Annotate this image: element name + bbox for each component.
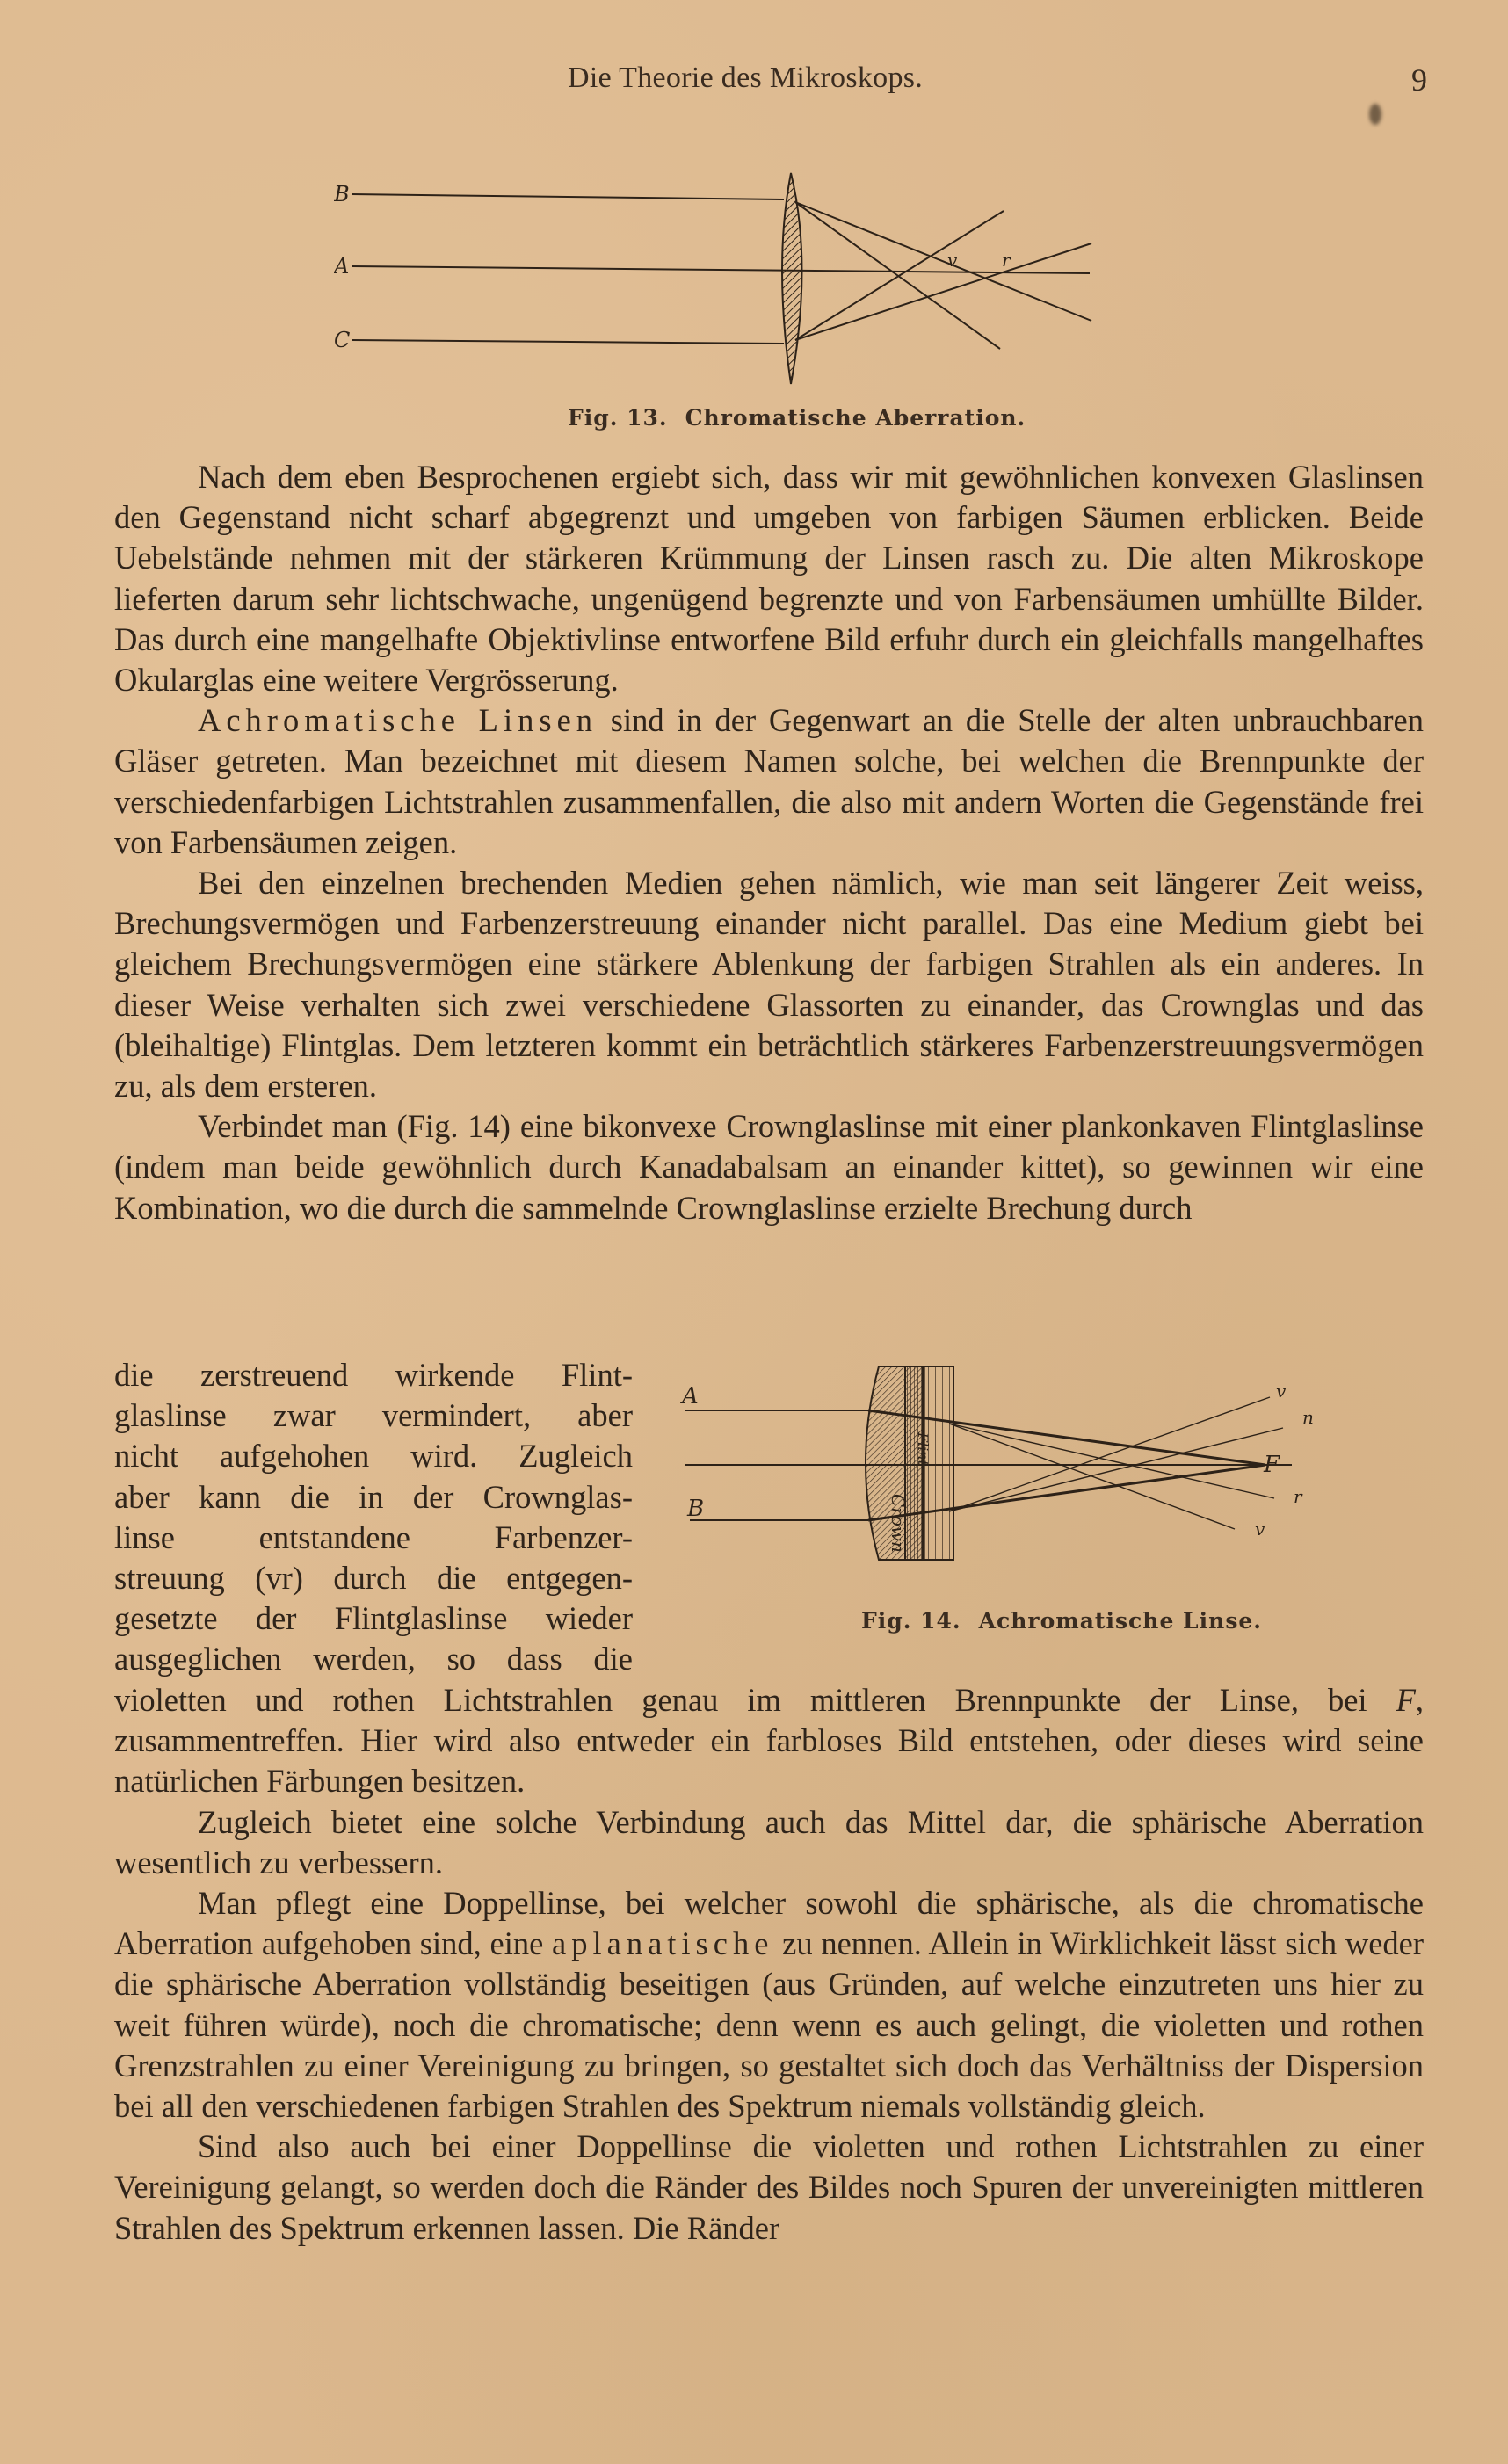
text-beside-figure-14 [114,1355,633,1680]
figure-13-number: Fig. 13. [568,405,668,431]
running-head: Die Theorie des Mikroskops. [568,62,924,94]
paragraph-4-intro: Verbindet man (Fig. 14) eine bikonvexe Crownglaslinse mit einer plankonkaven Flintglaslinse (indem man beide gewöhnlich durch Kanadabalsam an einander kittet), so gewinnen wir eine Kombination, wo die durch die sammelnde Crownglaslinse erzielte Brechung durch [114,1108,1424,1226]
label-a: A [682,1383,699,1410]
wrap-line: die zerstreuend wirkende Flint- [114,1357,633,1393]
label-r: r [1002,250,1011,271]
wrap-line: nicht aufgehohen wird. Zugleich [114,1438,633,1475]
term-achromatische-linsen: Achromatische Linsen [198,702,598,739]
figure-14-achromatic-lens-diagram [668,1366,1424,1586]
paragraph-4-continued: violetten und rothen Lichtstrahlen genau im mittleren Brennpunkte der Linse, bei F, zusammentreffen. Hier wird also entweder ein farbloses Bild entstehen, oder dieses wird seine natürlichen Färbungen besitzen. [114,1682,1424,1800]
figure-14-number: Fig. 14. [861,1608,961,1634]
page-number: 9 [1411,62,1427,98]
wrap-line: gesetzte der Flintglaslinse wieder [114,1600,633,1637]
figure-13-chromatic-aberration-diagram [334,163,1222,400]
figure-14-title: Achromatische Linse. [978,1608,1262,1634]
body-text-top [114,457,1424,1228]
label-f: F [1264,1452,1280,1478]
label-n: n [1302,1407,1314,1428]
label-a: A [334,254,350,279]
paragraph-7: Sind also auch bei einer Doppellinse die violetten und rothen Lichtstrahlen zu einer Vereinigung gelangt, so werden doch die Ränder des Bildes noch Spuren der unvereinigten mittleren Strahlen des Spektrum erkennen lassen. Die Ränder [114,2128,1424,2246]
ink-smudge [1369,104,1381,125]
label-b: B [687,1496,705,1522]
paragraph-6: Man pflegt eine Doppellinse, bei welcher sowohl die sphärische, als die chromatische Aberration aufgehoben sind, eine aplanatische zu nennen. Allein in Wirklichkeit lässt sich weder die sphärische Aberration vollständig beseitigen (aus Gründen, auf welche einzutreten uns hier zu weit führen würde), noch die chromatische; denn wenn es auch gelingt, die violetten und rothen Grenzstrahlen zu einer Vereinigung zu bringen, so gestaltet sich doch das Verhältniss der Dispersion bei all den verschiedenen farbigen Strahlen des Spektrum niemals vollständig gleich. [114,1885,1425,2125]
label-v: v [947,250,958,271]
paragraph-5: Zugleich bietet eine solche Verbindung auch das Mittel dar, die sphärische Aberration wesentlich zu verbessern. [114,1803,1424,1881]
label-v-bottom: v [1255,1518,1265,1540]
wrap-line: glaslinse zwar vermindert, aber [114,1397,633,1434]
term-aplanatische: aplanatische [552,1925,774,1962]
wrap-line: aber kann die in der Crownglas- [114,1478,633,1515]
label-v-top: v [1276,1381,1287,1402]
wrap-line: streuung (vr) durch die entgegen- [114,1560,633,1597]
paragraph-3: Bei den einzelnen brechenden Medien gehen nämlich, wie man seit längerer Zeit weiss, Brechungsvermögen und Farbenzerstreuung einander nicht parallel. Das eine Medium giebt bei gleichem Brechungsvermögen eine stärkere Ablenkung der farbigen Strahlen als ein anderes. In dieser Weise verhalten sich zwei verschiedene Glassorten zu einander, das Crownglas und das (bleihaltige) Flintglas. Dem letzteren kommt ein beträchtlich stärkeres Farbenzerstreuungsvermögen zu, als dem ersteren. [114,865,1424,1105]
paragraph-2: Achromatische Linsen sind in der Gegenwart an die Stelle der alten unbrauchbaren Gläser getreten. Man bezeichnet mit diesem Namen solche, bei welchen die Brennpunkte der verschiedenfarbigen Lichtstrahlen zusammenfallen, die also mit andern Worten die Gegenstände frei von Farbensäumen zeigen. [114,702,1424,860]
figure-13-caption [568,405,1026,431]
body-text-bottom [114,1680,1424,2249]
figure-13-title: Chromatische Aberration. [685,405,1026,431]
label-b: B [334,182,350,207]
wrap-line: ausgeglichen werden, so dass die [114,1641,633,1678]
paragraph-1: Nach dem eben Besprochenen ergiebt sich, dass wir mit gewöhnlichen konvexen Glaslinsen den Gegenstand nicht scharf abgegrenzt und umgeben von farbigen Säumen erblicken. Beide Uebelstände nehmen mit der stärkeren Krümmung der Linsen rasch zu. Die alten Mikroskope lieferten darum sehr lichtschwache, ungenügend begrenzte und von Farbensäumen umhüllte Bilder. Das durch eine mangelhafte Objektivlinse entworfene Bild erfuhr durch ein gleichfalls mangelhaftes Okularglas eine weitere Vergrösserung. [114,459,1424,699]
wrap-line: linse entstandene Farbenzer- [114,1518,633,1555]
focus-f: F [1396,1682,1416,1718]
label-c: C [334,328,351,352]
label-flint: Flint [915,1432,932,1467]
figure-14-caption [861,1608,1262,1634]
label-r: r [1294,1486,1302,1507]
label-crown: Crown [888,1494,909,1553]
